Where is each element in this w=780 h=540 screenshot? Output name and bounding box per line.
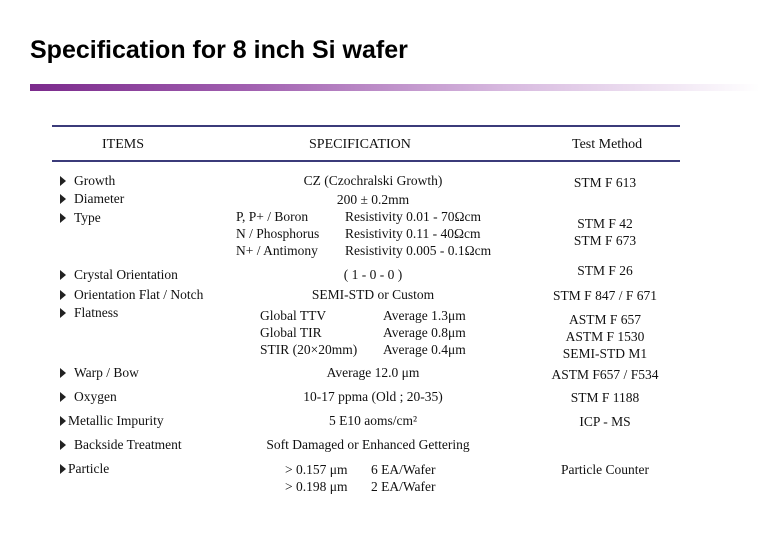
bullet-arrow-icon: [60, 290, 66, 300]
bullet-arrow-icon: [60, 368, 66, 378]
test-particle: Particle Counter: [560, 462, 650, 477]
test-flatness-2: ASTM F 1530: [565, 329, 645, 344]
spec-type-dopant: N / Phosphorus: [236, 226, 320, 241]
table-header-rule: [52, 160, 680, 162]
item-particle: Particle: [60, 460, 109, 477]
spec-particle-count: 6 EA/Wafer: [371, 462, 436, 477]
item-backside-treatment: Backside Treatment: [60, 436, 182, 453]
spec-flatness-value: Average 0.4μm: [383, 342, 466, 357]
test-warp-bow: ASTM F657 / F534: [551, 367, 659, 382]
spec-metallic-impurity: 5 E10 aoms/cm²: [328, 413, 418, 428]
bullet-arrow-icon: [60, 464, 66, 474]
test-orientation-flat: STM F 847 / F 671: [553, 288, 657, 303]
spec-type-dopant: P, P+ / Boron: [236, 209, 309, 224]
bullet-arrow-icon: [60, 440, 66, 450]
spec-flatness-value: Average 1.3μm: [383, 308, 466, 323]
page-title: Specification for 8 inch Si wafer: [30, 36, 408, 64]
title-underline: [30, 84, 760, 91]
spec-warp-bow: Average 12.0 μm: [326, 365, 420, 380]
bullet-arrow-icon: [60, 213, 66, 223]
spec-particle-size: > 0.157 μm: [285, 462, 348, 477]
bullet-arrow-icon: [60, 308, 66, 318]
spec-flatness-name: STIR (20×20mm): [260, 342, 358, 357]
test-flatness-1: ASTM F 657: [568, 312, 641, 327]
spec-diameter: 200 ± 0.2mm: [336, 192, 410, 207]
test-type-2: STM F 673: [573, 233, 637, 248]
spec-flatness-name: Global TIR: [260, 325, 322, 340]
spec-particle-size: > 0.198 μm: [285, 479, 348, 494]
test-type-1: STM F 42: [577, 216, 633, 231]
item-flatness: Flatness: [60, 304, 118, 321]
spec-flatness-value: Average 0.8μm: [383, 325, 466, 340]
spec-backside-treatment: Soft Damaged or Enhanced Gettering: [266, 437, 470, 452]
item-warp-bow: Warp / Bow: [60, 364, 139, 381]
header-items: ITEMS: [102, 137, 144, 152]
bullet-arrow-icon: [60, 194, 66, 204]
spec-orientation-flat: SEMI-STD or Custom: [311, 287, 435, 302]
test-flatness-3: SEMI-STD M1: [562, 346, 648, 361]
item-crystal-orientation: Crystal Orientation: [60, 266, 178, 283]
spec-particle-count: 2 EA/Wafer: [371, 479, 436, 494]
item-diameter: Diameter: [60, 190, 124, 207]
spec-crystal-orientation: ( 1 - 0 - 0 ): [343, 267, 403, 282]
item-growth: Growth: [60, 172, 115, 189]
item-metallic-impurity: Metallic Impurity: [60, 412, 164, 429]
spec-oxygen: 10-17 ppma (Old ; 20-35): [303, 389, 443, 404]
test-growth: STM F 613: [573, 175, 637, 190]
bullet-arrow-icon: [60, 176, 66, 186]
spec-type-dopant: N+ / Antimony: [236, 243, 318, 258]
spec-type-resistivity: Resistivity 0.005 - 0.1Ωcm: [345, 243, 492, 258]
spec-type-resistivity: Resistivity 0.11 - 40Ωcm: [345, 226, 481, 241]
test-crystal-orientation: STM F 26: [577, 263, 633, 278]
table-top-rule: [52, 125, 680, 127]
test-oxygen: STM F 1188: [570, 390, 640, 405]
item-type: Type: [60, 209, 101, 226]
header-specification: SPECIFICATION: [309, 137, 411, 152]
spec-growth: CZ (Czochralski Growth): [303, 173, 443, 188]
spec-type-resistivity: Resistivity 0.01 - 70Ωcm: [345, 209, 482, 224]
test-metallic-impurity: ICP - MS: [579, 414, 631, 429]
bullet-arrow-icon: [60, 392, 66, 402]
item-orientation-flat: Orientation Flat / Notch: [60, 286, 203, 303]
spec-flatness-name: Global TTV: [260, 308, 327, 323]
bullet-arrow-icon: [60, 270, 66, 280]
item-oxygen: Oxygen: [60, 388, 117, 405]
header-test-method: Test Method: [572, 137, 643, 152]
bullet-arrow-icon: [60, 416, 66, 426]
